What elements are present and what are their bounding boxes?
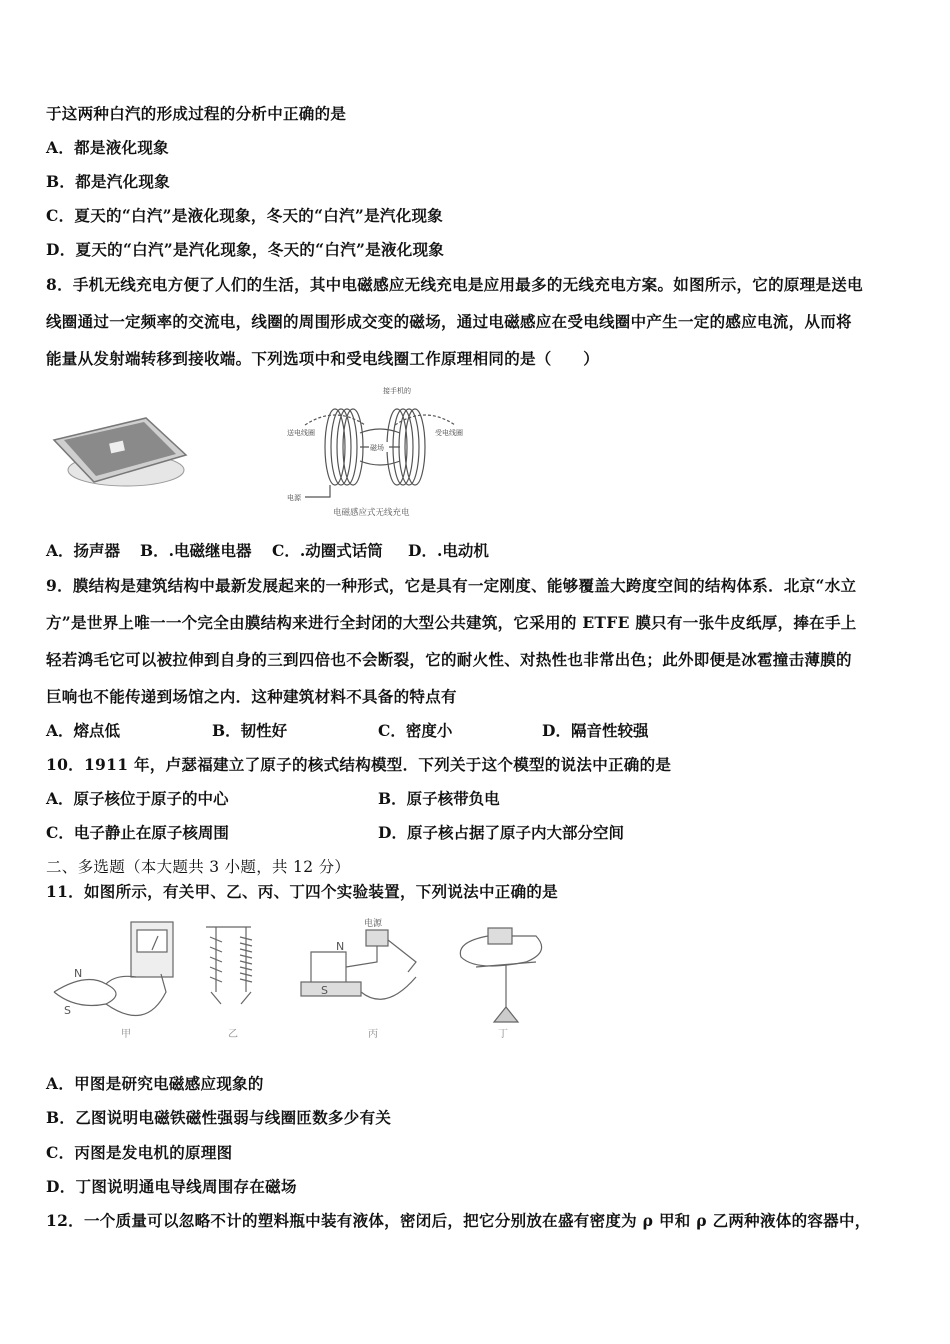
fig-label-ding: 丁 bbox=[498, 1029, 508, 1040]
fig-bing-s-label: S bbox=[321, 984, 328, 997]
fig-bing-source-label: 电源 bbox=[364, 919, 383, 929]
q9-option-a: A．熔点低 bbox=[46, 721, 121, 740]
four-experiments-figure bbox=[46, 912, 566, 1047]
q10-option-d: D．原子核占据了原子内大部分空间 bbox=[378, 823, 624, 842]
fig-label-yi: 乙 bbox=[228, 1029, 238, 1040]
q12-stem: 12．一个质量可以忽略不计的塑料瓶中装有液体，密闭后，把它分别放在盛有密度为 ρ 甲和 ρ 乙两种液体的容器中， bbox=[46, 1211, 871, 1230]
fig-jia-n-label: N bbox=[74, 967, 83, 980]
q9-option-d: D．隔音性较强 bbox=[542, 721, 649, 740]
fig-bing-n-label: N bbox=[336, 940, 345, 953]
q11-option-b: B．乙图说明电磁铁磁性强弱与线圈匝数多少有关 bbox=[46, 1108, 392, 1127]
q7-option-b: B．都是汽化现象 bbox=[46, 172, 171, 191]
coil-label-top: 接手机的 bbox=[383, 387, 411, 395]
q10-option-c: C．电子静止在原子核周围 bbox=[46, 823, 229, 842]
wireless-charging-coil-figure bbox=[285, 385, 475, 520]
phone-charger-figure bbox=[46, 400, 196, 495]
q7-option-d: D．夏天的“白汽”是汽化现象，冬天的“白汽”是液化现象 bbox=[46, 240, 445, 259]
q10-stem: 10．1911 年，卢瑟福建立了原子的核式结构模型．下列关于这个模型的说法中正确的是 bbox=[46, 755, 672, 774]
q8-option-b: B．.电磁继电器 bbox=[140, 541, 252, 560]
coil-label-left: 送电线圈 bbox=[287, 429, 315, 437]
q7-stem-end: 于这两种白汽的形成过程的分析中正确的是 bbox=[46, 104, 347, 123]
q7-option-a: A．都是液化现象 bbox=[46, 138, 169, 157]
q8-option-a: A．扬声器 bbox=[46, 541, 121, 560]
q9-option-b: B．韧性好 bbox=[212, 721, 288, 740]
q11-stem: 11．如图所示，有关甲、乙、丙、丁四个实验装置，下列说法中正确的是 bbox=[46, 882, 558, 901]
q9-stem-line-4: 巨响也不能传递到场馆之内．这种建筑材料不具备的特点有 bbox=[46, 687, 457, 706]
q8-stem-line-2: 线圈通过一定频率的交流电，线圈的周围形成交变的磁场，通过电磁感应在受电线圈中产生一定的感应电流，从而将 bbox=[46, 312, 852, 331]
q8-option-d: D．.电动机 bbox=[408, 541, 489, 560]
q10-option-a: A．原子核位于原子的中心 bbox=[46, 789, 229, 808]
q7-option-c: C．夏天的“白汽”是液化现象，冬天的“白汽”是汽化现象 bbox=[46, 206, 444, 225]
q9-stem-line-1: 9．膜结构是建筑结构中最新发展起来的一种形式，它是具有一定刚度、能够覆盖大跨度空间的结构体系．北京“水立 bbox=[46, 576, 857, 595]
q11-option-d: D．丁图说明通电导线周围存在磁场 bbox=[46, 1177, 297, 1196]
section-heading: 二、多选题（本大题共 3 小题，共 12 分） bbox=[46, 858, 351, 876]
q10-option-b: B．原子核带负电 bbox=[378, 789, 500, 808]
fig-label-bing: 丙 bbox=[368, 1029, 378, 1040]
coil-label-center: 磁场 bbox=[370, 444, 384, 452]
fig-label-jia: 甲 bbox=[121, 1029, 131, 1040]
q9-stem-line-2: 方”是世界上唯一一个完全由膜结构来进行全封闭的大型公共建筑，它采用的 ETFE 膜只有一张牛皮纸厚，捧在手上 bbox=[46, 613, 857, 632]
q11-option-c: C．丙图是发电机的原理图 bbox=[46, 1143, 233, 1162]
q9-stem-line-3: 轻若鸿毛它可以被拉伸到自身的三到四倍也不会断裂，它的耐火性、对热性也非常出色；此外即便是冰雹撞击薄膜的 bbox=[46, 650, 852, 669]
q9-option-c: C．密度小 bbox=[378, 721, 453, 740]
q8-stem-line-3: 能量从发射端转移到接收端。下列选项中和受电线圈工作原理相同的是（ ） bbox=[46, 349, 600, 368]
coil-label-source: 电源 bbox=[287, 494, 301, 502]
q8-stem-line-1: 8．手机无线充电方便了人们的生活，其中电磁感应无线充电是应用最多的无线充电方案。如图所示，它的原理是送电 bbox=[46, 275, 863, 294]
coil-label-right: 受电线圈 bbox=[435, 429, 463, 437]
fig-jia-s-label: S bbox=[64, 1004, 71, 1017]
coil-caption: 电磁感应式无线充电 bbox=[333, 508, 410, 518]
q11-option-a: A．甲图是研究电磁感应现象的 bbox=[46, 1074, 264, 1093]
q8-option-c: C．.动圈式话筒 bbox=[272, 541, 383, 560]
